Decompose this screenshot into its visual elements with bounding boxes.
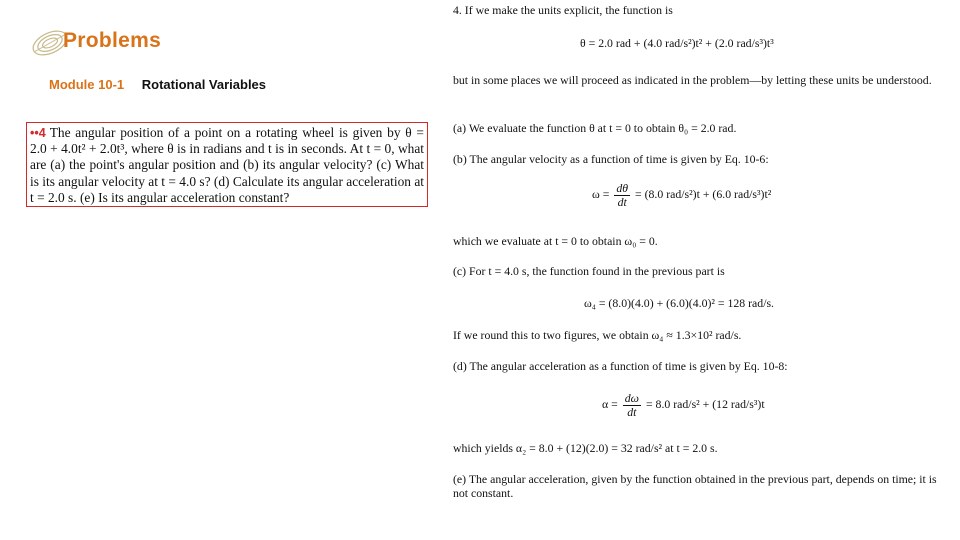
solution-part-c: (c) For t = 4.0 s, the function found in the previous part is: [453, 264, 725, 278]
equation-omega-4: ω₄ = (8.0)(4.0) + (6.0)(4.0)² = 128 rad/s.: [584, 296, 775, 310]
page-title: Problems: [63, 29, 162, 52]
solution-part-a: (a) We evaluate the function θ at t = 0 to obtain θ₀ = 2.0 rad.: [453, 121, 737, 135]
solution-part-d: (d) The angular acceleration as a function of time is given by Eq. 10-8:: [453, 359, 788, 373]
equation-omega: [592, 182, 771, 209]
equation-alpha: [602, 392, 765, 419]
module-heading: [49, 77, 266, 92]
solution-part-e: (e) The angular acceleration, given by the function obtained in the previous part, depends on time; it is not constant.: [453, 472, 937, 500]
equation-alpha-lhs: α =: [602, 397, 618, 412]
solution-part-b-result: which we evaluate at t = 0 to obtain ω₀ = 0.: [453, 234, 658, 248]
fraction-numerator: dω: [624, 391, 639, 405]
fraction-denominator: dt: [627, 405, 637, 419]
equation-omega-rhs: = (8.0 rad/s²)t + (6.0 rad/s³)t²: [634, 187, 772, 202]
problem-number: ••4: [30, 126, 46, 140]
fraction-dtheta-dt: [614, 182, 630, 209]
fraction-domega-dt: [623, 392, 641, 419]
equation-omega-lhs: ω =: [592, 187, 610, 202]
equation-theta: θ = 2.0 rad + (4.0 rad/s²)t² + (2.0 rad/s³)t³: [580, 36, 774, 50]
solution-part-c-result: If we round this to two figures, we obtain ω₄ ≈ 1.3×10² rad/s.: [453, 328, 742, 342]
fraction-denominator: dt: [617, 195, 627, 209]
module-name: Rotational Variables: [141, 77, 267, 92]
module-number: Module 10-1: [49, 77, 125, 92]
problem-text: The angular position of a point on a rotating wheel is given by θ = 2.0 + 4.0t² + 2.0t³, where θ is in radians and t is in seconds. At t = 0, what are (a) the point's angular position and (b) its angular velocity? (c) What is its angular velocity at t = 4.0 s? (d) Calculate its angular acceleration at t = 2.0 s. (e) Is its angular acceleration constant?: [30, 125, 424, 205]
equation-alpha-rhs: = 8.0 rad/s² + (12 rad/s³)t: [645, 397, 765, 412]
solution-intro: 4. If we make the units explicit, the function is: [453, 3, 673, 17]
solution-part-d-result: which yields α₂ = 8.0 + (12)(2.0) = 32 rad/s² at t = 2.0 s.: [453, 441, 718, 455]
problem-statement-box: [26, 122, 428, 207]
solution-part-b: (b) The angular velocity as a function of time is given by Eq. 10-6:: [453, 152, 769, 166]
fraction-numerator: dθ: [616, 181, 629, 195]
solution-paragraph-1: but in some places we will proceed as indicated in the problem—by letting these units be understood.: [453, 73, 932, 87]
